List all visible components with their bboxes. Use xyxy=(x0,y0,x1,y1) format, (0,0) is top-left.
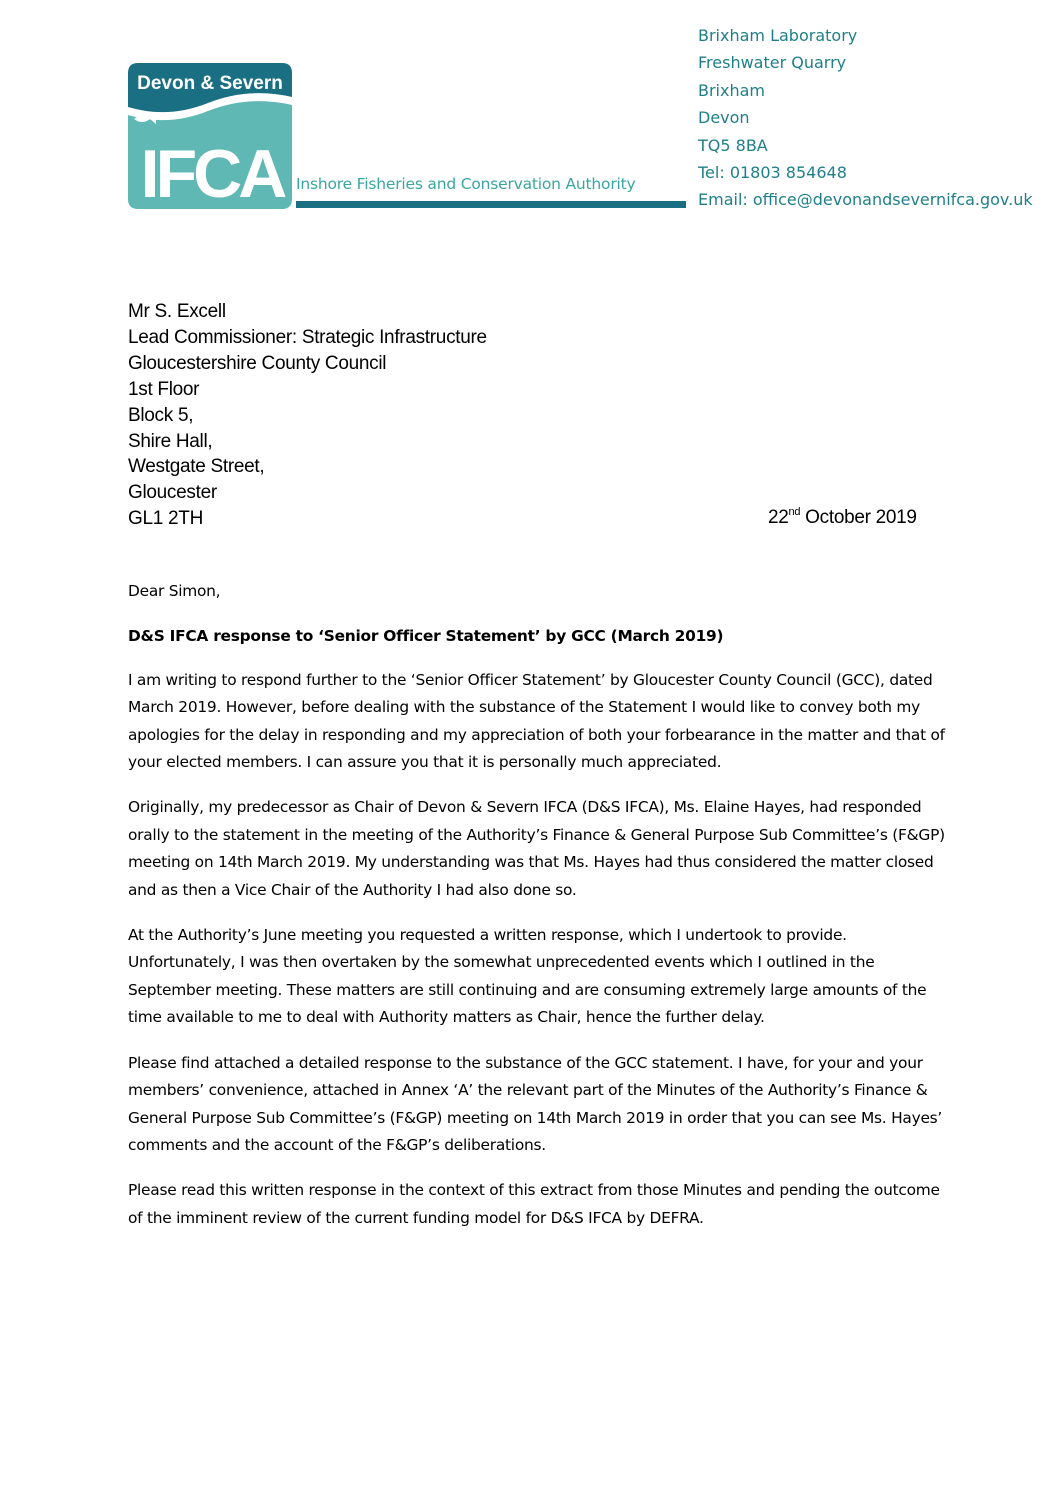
address-line: Mr S. Excell xyxy=(128,301,226,322)
address-line: 1st Floor xyxy=(128,378,200,400)
logo-acronym: IFCA xyxy=(140,136,284,209)
salutation: Dear Simon, xyxy=(128,582,221,600)
ifca-logo xyxy=(128,63,292,209)
address-line: Shire Hall, xyxy=(128,430,213,452)
letter-date xyxy=(768,507,917,529)
address-line: Gloucester xyxy=(128,482,217,504)
date-month-year: October 2019 xyxy=(800,507,917,528)
contact-line: Brixham xyxy=(698,80,765,100)
address-line: Westgate Street, xyxy=(128,456,265,478)
paragraph: I am writing to respond further to the ‘Senior Officer Statement’ by Gloucester County Council (GCC), dated March 2019. However, before dealing with the substance of the Statement I would like to convey both my apologies for the delay in responding and my appreciation of both your forbearance in the matter and that of your elected members. I can assure you that it is personally much appreciated. xyxy=(128,670,945,772)
date-suffix: nd xyxy=(788,506,801,518)
recipient-address xyxy=(128,299,487,532)
organisation-full-name: Inshore Fisheries and Conservation Authority xyxy=(296,175,636,193)
contact-line: Freshwater Quarry xyxy=(698,53,847,73)
address-line: Gloucestershire County Council xyxy=(128,352,387,374)
contact-block xyxy=(698,22,1033,214)
contact-line: Brixham Laboratory xyxy=(698,26,858,45)
paragraph: Please find attached a detailed response to the substance of the GCC statement. I have, for your and your members’ convenience, attached in Annex ‘A’ the relevant part of the Minutes of the Authority’s Finance & General Purpose Sub Committee’s (F&GP) meeting on 14th March 2019 in order that you can see Ms. Hayes’ comments and the account of the F&GP’s deliberations. xyxy=(128,1053,943,1154)
contact-email: Email: office@devonandsevernifca.gov.uk xyxy=(698,190,1033,210)
contact-line: Devon xyxy=(698,108,750,128)
address-line: GL1 2TH xyxy=(128,508,203,530)
date-day: 22 xyxy=(768,507,789,528)
contact-phone: Tel: 01803 854648 xyxy=(698,163,847,183)
address-line: Block 5, xyxy=(128,404,194,426)
paragraph: Originally, my predecessor as Chair of Devon & Severn IFCA (D&S IFCA), Ms. Elaine Hayes, had responded orally to the statement in the meeting of the Authority’s Finance & General Purpose Sub Committee’s (F&GP) meeting on 14th March 2019. My understanding was that Ms. Hayes had thus considered the matter closed and as then a Vice Chair of the Authority I had also done so. xyxy=(128,798,945,899)
address-line: Lead Commissioner: Strategic Infrastructure xyxy=(128,326,487,348)
paragraph: Please read this written response in the context of this extract from those Minutes and pending the outcome of the imminent review of the current funding model for D&S IFCA by DEFRA. xyxy=(128,1181,940,1227)
logo-graphic xyxy=(128,63,292,209)
logo-name-line: Devon & Severn xyxy=(137,73,283,94)
header-rule xyxy=(296,201,686,208)
subject-line: D&S IFCA response to ‘Senior Officer Statement’ by GCC (March 2019) xyxy=(128,627,724,646)
contact-line: TQ5 8BA xyxy=(698,135,768,155)
paragraph: At the Authority’s June meeting you requested a written response, which I undertook to provide. Unfortunately, I was then overtaken by the somewhat unprecedented events which I outlined in the September meeting. These matters are still continuing and are consuming extremely large amounts of the time available to me to deal with Authority matters as Chair, hence the further delay. xyxy=(128,926,927,1027)
letter-body xyxy=(128,578,948,1250)
